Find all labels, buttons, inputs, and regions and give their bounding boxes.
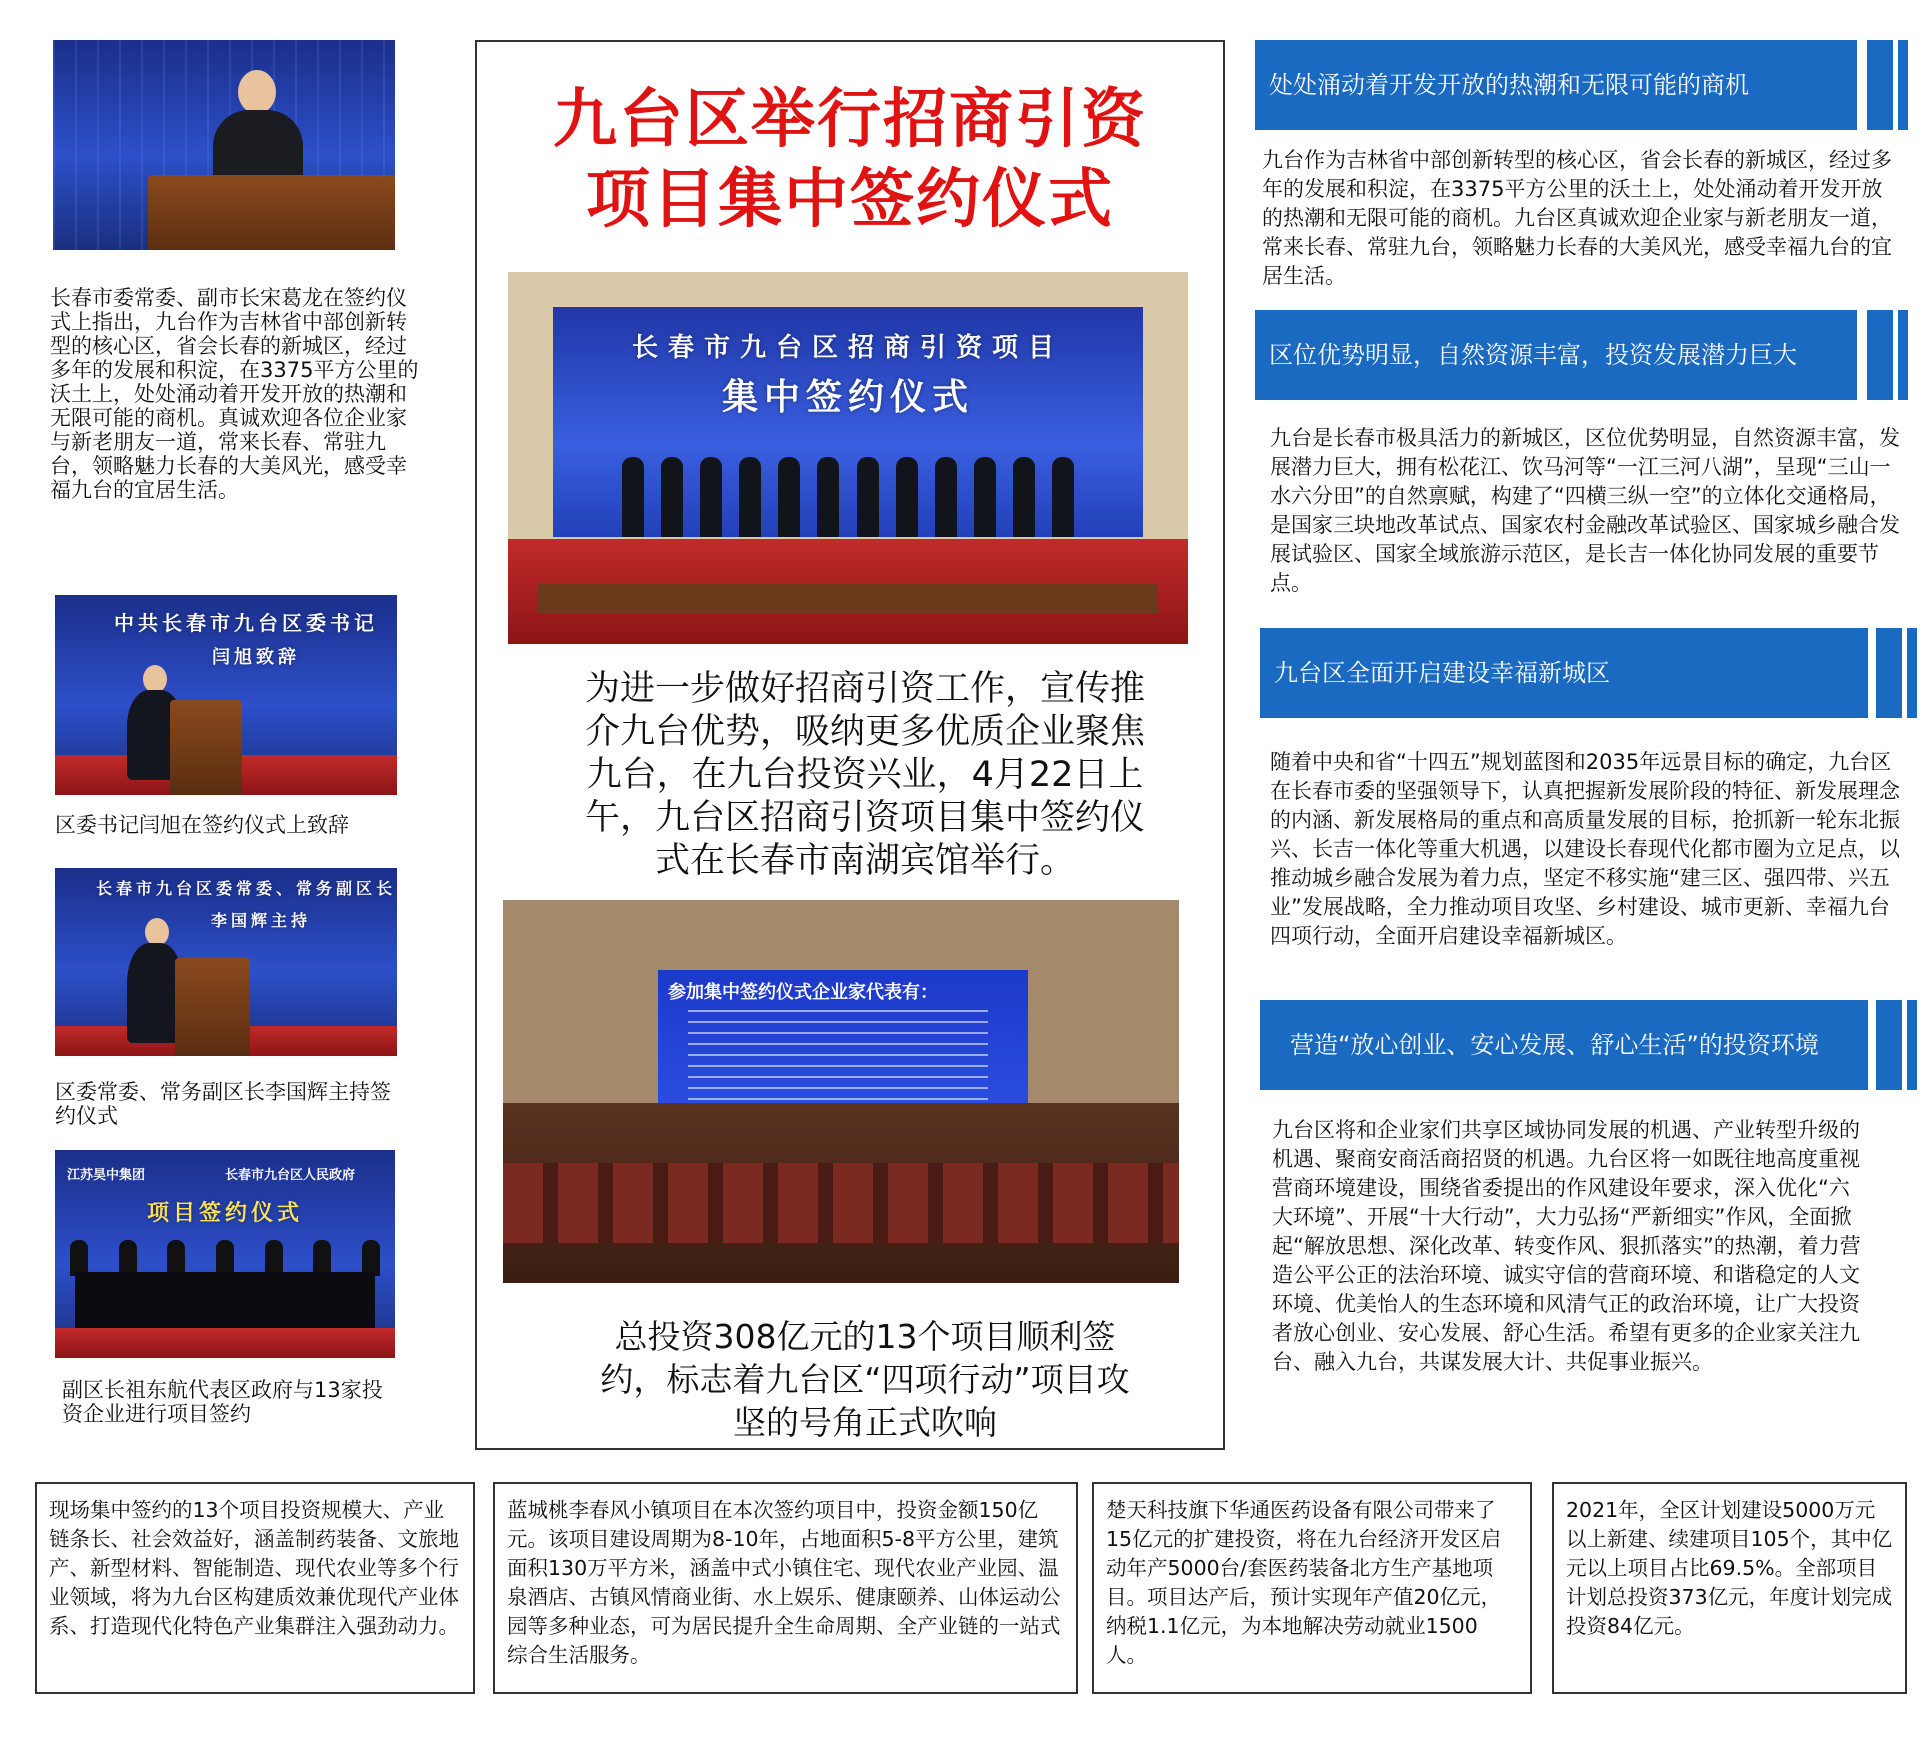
section4-heading: 营造“放心创业、安心发展、舒心生活”的投资环境 (1260, 1000, 1868, 1090)
section3-stripe (1876, 628, 1902, 718)
section1-stripe2 (1898, 40, 1908, 130)
main-title-line1: 九台区举行招商引资 (553, 83, 1147, 157)
bottom-box-chutian: 楚天科技旗下华通医药设备有限公司带来了15亿元的扩建投资，将在九台经济开发区启动年产5000台/套医药装备北方生产基地项目。项目达产后，预计实现年产值20亿元，纳税1.1亿元，为本地解决劳动就业1500人。 (1092, 1482, 1532, 1694)
section1-heading: 处处涌动着开发开放的热潮和无限可能的商机 (1255, 40, 1857, 130)
photo4-banner-right: 长春市九台区人民政府 (225, 1168, 356, 1183)
bottom-box-lancheng: 蓝城桃李春风小镇项目在本次签约项目中，投资金额150亿元。该项目建设周期为8-10年，占地面积5-8平方公里，建筑面积130万平方米，涵盖中式小镇住宅、现代农业产业园、温泉酒店、古镇风情商业街、水上娱乐、健康颐养、山体运动公园等多种业态，可为居民提升全生命周期、全产业链的一站式综合生活服务。 (493, 1482, 1078, 1694)
main-title-line2: 项目集中签约仪式 (586, 163, 1114, 237)
photo2-screen-title: 参加集中签约仪式企业家代表有： (668, 982, 938, 1003)
photo4-banner-left: 江苏昊中集团 (67, 1168, 146, 1183)
section3-body: 随着中央和省“十四五”规划蓝图和2035年远景目标的确定，九台区在长春市委的坚强领导下，认真把握新发展阶段的特征、新发展理念的内涵、新发展格局的重点和高质量发展的目标，抢抓新一轮东北振兴、长吉一体化等重大机遇，以建设长春现代化都市圈为立足点，以推动城乡融合发展为着力点，坚定不移实施“建三区、强四带、兴五业”发展战略，全力推动项目攻坚、乡村建设、城市更新、幸福九台四项行动，全面开启建设幸福新城区。 (1270, 750, 1900, 948)
section2-stripe (1867, 310, 1893, 400)
bottom-box-2021-plan: 2021年，全区计划建设5000万元以上新建、续建项目105个，其中亿元以上项目占比69.5%。全部项目计划总投资373亿元，年度计划完成投资84亿元。 (1552, 1482, 1907, 1694)
section4-stripe2 (1907, 1000, 1917, 1090)
section3-stripe2 (1907, 628, 1917, 718)
signing-photo (55, 1150, 395, 1358)
section1-body: 九台作为吉林省中部创新转型的核心区，省会长春的新城区，经过多年的发展和积淀，在3375平方公里的沃土上，处处涌动着开发开放的热潮和无限可能的商机。九台区真诚欢迎企业家与新老朋友一道，常来长春、常驻九台，领略魅力长春的大美风光，感受幸福九台的宜居生活。 (1262, 148, 1892, 288)
group-photo (508, 272, 1188, 644)
section3-heading: 九台区全面开启建设幸福新城区 (1260, 628, 1868, 718)
conference-photo (503, 900, 1179, 1283)
photo2-banner-line1: 中共长春市九台区委书记 (114, 611, 378, 635)
section2-body: 九台是长春市极具活力的新城区，区位优势明显，自然资源丰富，发展潜力巨大，拥有松花江、饮马河等“一江三河八湖”，呈现“三山一水六分田”的自然禀赋，构建了“四横三纵一空”的立体化交通格局，是国家三块地改革试点、国家农村金融改革试验区、国家城乡融合发展试验区、国家全域旅游示范区，是长吉一体化协同发展的重要节点。 (1270, 426, 1900, 595)
photo3-banner-line1: 长春市九台区委常委、常务副区长 (95, 879, 396, 898)
bottom-box-projects: 现场集中签约的13个项目投资规模大、产业链条长、社会效益好，涵盖制药装备、文旅地产、新型材料、智能制造、现代农业等多个行业领域，将为九台区构建质效兼优现代产业体系、打造现代化特色产业集群注入强劲动力。 (35, 1482, 475, 1694)
section2-stripe2 (1898, 310, 1908, 400)
section4-stripe (1876, 1000, 1902, 1090)
photo1-banner-line2: 集中签约仪式 (721, 376, 974, 418)
section1-stripe (1867, 40, 1893, 130)
speaker-photo-2 (55, 595, 397, 795)
caption-vice-mayor: 长春市委常委、副市长宋葛龙在签约仪式上指出，九台作为吉林省中部创新转型的核心区，省会长春的新城区，经过多年的发展和积淀，在3375平方公里的沃土上，处处涌动着开发开放的热潮和无限可能的商机。真诚欢迎各位企业家与新老朋友一道，常来长春、常驻九台，领略魅力长春的大美风光，感受幸福九台的宜居生活。 (50, 286, 419, 502)
main-title (475, 80, 1225, 240)
speaker-photo-1 (53, 40, 395, 250)
intro-text: 为进一步做好招商引资工作，宣传推介九台优势，吸纳更多优质企业聚焦九台，在九台投资兴业，4月22日上午，九台区招商引资项目集中签约仪式在长春市南湖宾馆举行。 (584, 669, 1145, 881)
summary-text: 总投资308亿元的13个项目顺利签约，标志着九台区“四项行动”项目攻坚的号角正式吹响 (600, 1317, 1130, 1442)
speaker-photo-3 (55, 868, 397, 1056)
section2-heading: 区位优势明显，自然资源丰富，投资发展潜力巨大 (1255, 310, 1857, 400)
section4-body: 九台区将和企业家们共享区域协同发展的机遇、产业转型升级的机遇、聚商安商活商招贤的机遇。九台区将一如既往地高度重视营商环境建设，围绕省委提出的作风建设年要求，深入优化“六大环境”、开展“十大行动”，大力弘扬“严新细实”作风，全面掀起“解放思想、深化改革、转变作风、狠抓落实”的热潮，着力营造公平公正的法治环境、诚实守信的营商环境、和谐稳定的人文环境、优美怡人的生态环境和风清气正的政治环境，让广大投资者放心创业、安心发展、舒心生活。希望有更多的企业家关注九台、融入九台，共谋发展大计、共促事业振兴。 (1272, 1118, 1861, 1374)
photo4-banner-main: 项目签约仪式 (146, 1200, 303, 1226)
caption-district-secretary: 区委书记闫旭在签约仪式上致辞 (55, 813, 349, 837)
photo2-banner-line2: 闫旭致辞 (212, 647, 300, 668)
photo3-banner-line2: 李国辉主持 (210, 911, 311, 930)
photo1-banner-line1: 长春市九台区招商引资项目 (631, 333, 1064, 363)
caption-deputy-signing: 副区长祖东航代表区政府与13家投资企业进行项目签约 (62, 1378, 383, 1426)
caption-executive-deputy: 区委常委、常务副区长李国辉主持签约仪式 (55, 1080, 391, 1128)
